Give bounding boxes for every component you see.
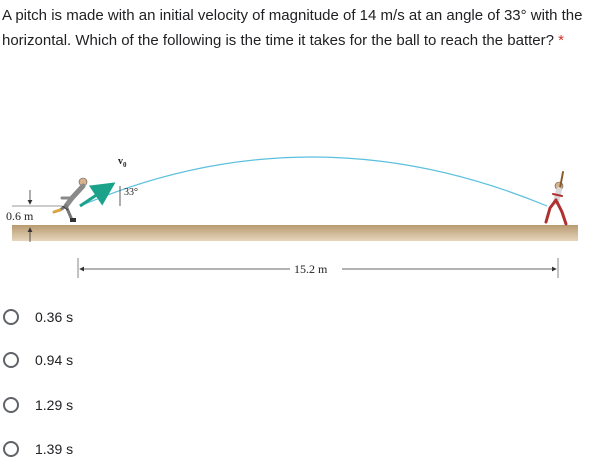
option-label: 0.94 s [35, 352, 74, 368]
option-label: 1.29 s [35, 397, 74, 413]
radio-button[interactable] [3, 397, 19, 413]
distance-label: 15.2 m [294, 262, 328, 276]
option-0-36s[interactable] [3, 305, 73, 329]
angle-label: 33° [124, 187, 138, 198]
option-label: 1.39 s [35, 441, 74, 457]
pitcher-figure [54, 178, 87, 222]
ball-trajectory [80, 157, 547, 206]
velocity-label [118, 156, 127, 169]
radio-button[interactable] [3, 352, 19, 368]
batter-figure [546, 172, 566, 224]
height-label: 0.6 m [6, 209, 34, 223]
option-1-29s[interactable] [3, 393, 73, 417]
required-asterisk: * [558, 32, 564, 49]
projectile-diagram [0, 140, 604, 290]
question-body: A pitch is made with an initial velocity of magnitude of 14 m/s at an angle of 33° with the horizontal. Which of the following is the time it takes for the ball to reach the batter? [2, 7, 583, 49]
ground [12, 225, 578, 241]
option-1-39s[interactable] [3, 437, 73, 461]
radio-button[interactable] [3, 309, 19, 325]
question-text [2, 3, 600, 53]
radio-button[interactable] [3, 441, 19, 457]
velocity-symbol: v [118, 156, 123, 167]
option-label: 0.36 s [35, 309, 74, 325]
velocity-subscript: 0 [123, 161, 127, 169]
option-0-94s[interactable] [3, 348, 73, 372]
